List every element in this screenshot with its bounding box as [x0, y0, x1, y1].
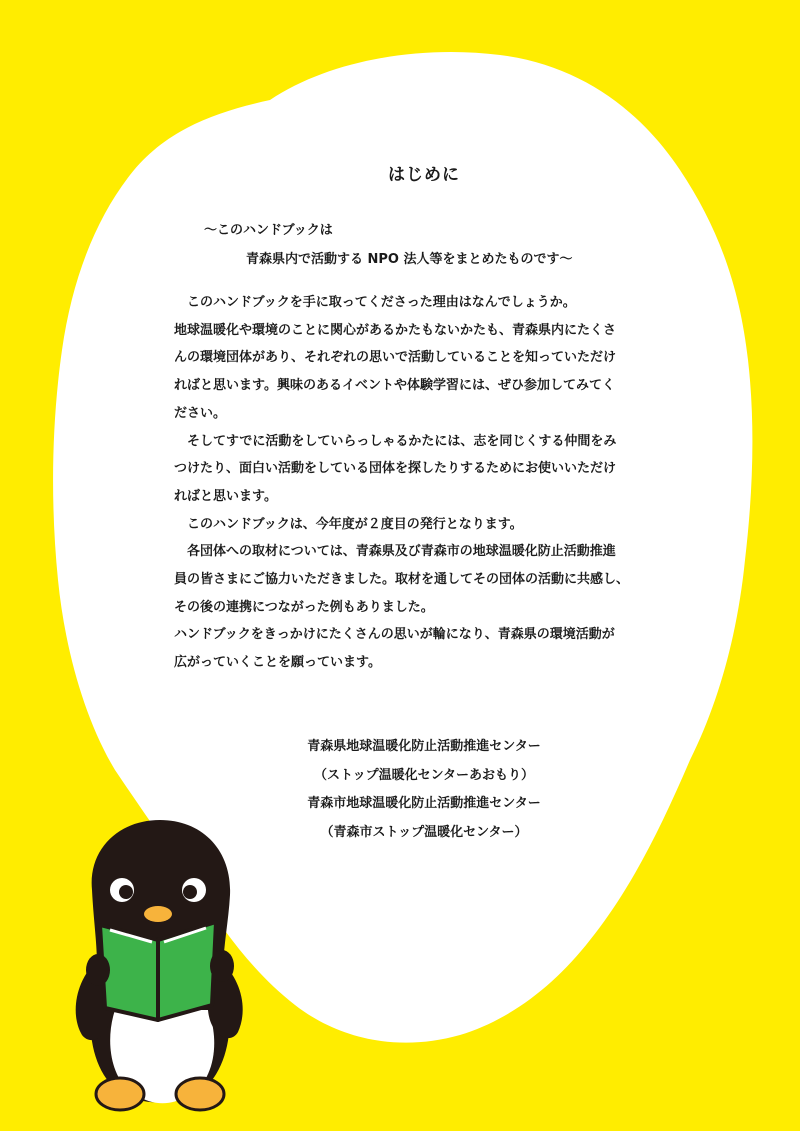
body-line: このハンドブックは、今年度が２度目の発行となります。	[174, 516, 523, 532]
body-line: んの環境団体があり、それぞれの思いで活動していることを知っていただけ	[174, 350, 617, 366]
subtitle-line-2: 青森県内で活動する NPO 法人等をまとめたものです〜	[246, 252, 573, 267]
intro-body	[174, 289, 674, 677]
subtitle-line-1: 〜このハンドブックは	[204, 223, 333, 238]
body-line: 広がっていくことを願っています。	[174, 655, 381, 671]
signature-line-2: （ストップ温暖化センターあおもり）	[313, 768, 535, 783]
body-line: つけたり、面白い活動をしている団体を探したりするためにお使いいただけ	[174, 461, 617, 477]
body-line: その後の連携につながった例もありました。	[174, 599, 434, 615]
body-line: 員の皆さまにご協力いただきました。取材を通してその団体の活動に共感し、	[174, 572, 630, 588]
body-line: ればと思います。	[174, 488, 277, 504]
signature-line-4: （青森市ストップ温暖化センター）	[320, 825, 528, 840]
signature-line-1: 青森県地球温暖化防止活動推進センター	[307, 739, 541, 754]
page-title: はじめに	[388, 165, 460, 185]
body-line: そしてすでに活動をしていらっしゃるかたには、志を同じくする仲間をみ	[174, 433, 617, 449]
penguin-reading-book-icon	[60, 810, 260, 1120]
body-line: ればと思います。興味のあるイベントや体験学習には、ぜひ参加してみてく	[174, 378, 615, 394]
signature-line-3: 青森市地球温暖化防止活動推進センター	[307, 796, 541, 811]
body-line: 各団体への取材については、青森県及び青森市の地球温暖化防止活動推進	[174, 544, 616, 560]
body-line: 地球温暖化や環境のことに関心があるかたもないかたも、青森県内にたくさ	[174, 322, 617, 338]
body-line: このハンドブックを手に取ってくださった理由はなんでしょうか。	[174, 295, 576, 310]
body-line: ハンドブックをきっかけにたくさんの思いが輪になり、青森県の環境活動が	[174, 627, 615, 643]
body-line: ださい。	[174, 405, 227, 421]
